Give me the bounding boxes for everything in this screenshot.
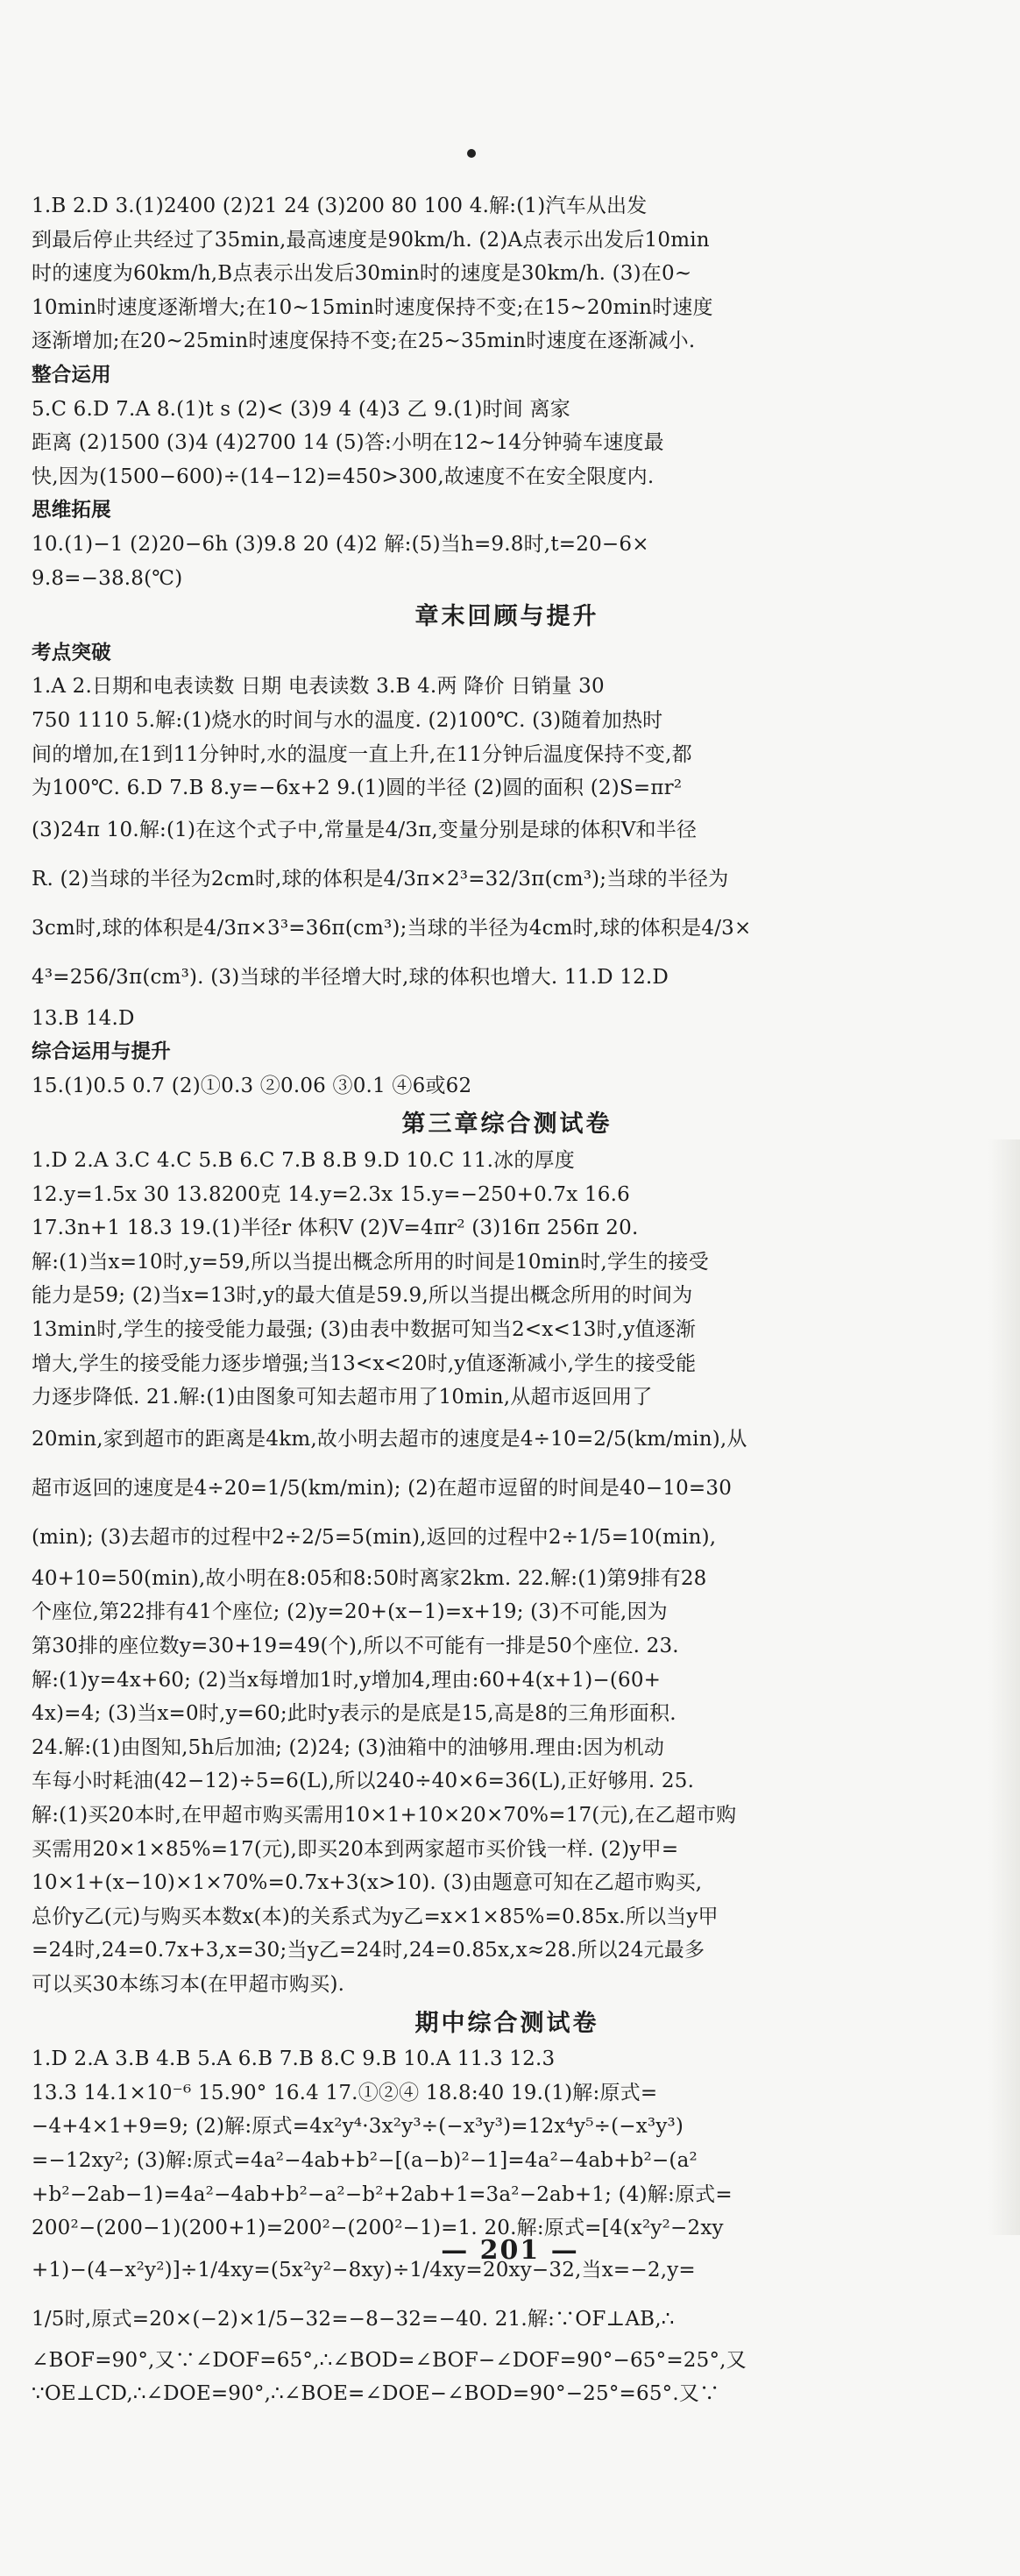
text-line: 10×1+(x−10)×1×70%=0.7x+3(x>10). (3)由题意可知在乙超市购买, — [32, 1871, 703, 1895]
section-title: 第三章综合测试卷 — [401, 1111, 613, 1139]
subheading: 综合运用与提升 — [32, 1040, 171, 1064]
text-line: +b²−2ab−1)=4a²−4ab+b²−a²−b²+2ab+1=3a²−2ab+1; (4)解:原式= — [32, 2182, 733, 2206]
text-line: 13.B 14.D — [32, 1006, 135, 1030]
page-edge-shadow — [988, 1139, 1020, 2235]
text-line: 买需用20×1×85%=17(元),即买20本到两家超市买价钱一样. (2)y甲= — [32, 1837, 679, 1861]
text-line: 增大,学生的接受能力逐步增强;当13<x<20时,y值逐渐减小,学生的接受能 — [32, 1352, 697, 1375]
text-line: 200²−(200−1)(200+1)=200²−(200²−1)=1. 20.解:原式=[4(x²y²−2xy — [32, 2217, 724, 2240]
subheading: 整合运用 — [32, 363, 111, 387]
text-line: 时的速度为60km/h,B点表示出发后30min时的速度是30km/h. (3)在0~ — [32, 262, 692, 286]
text-line: 10.(1)−1 (2)20−6h (3)9.8 20 (4)2 解:(5)当h=9.8时,t=20−6× — [32, 532, 649, 556]
subheading: 思维拓展 — [32, 499, 111, 522]
text-line: 可以买30本练习本(在甲超市购买). — [32, 1972, 345, 1996]
text-line: 1.D 2.A 3.C 4.C 5.B 6.C 7.B 8.B 9.D 10.C 11.冰的厚度 — [32, 1149, 575, 1173]
text-line: 解:(1)买20本时,在甲超市购买需用10×1+10×20×70%=17(元),在乙超市购 — [32, 1803, 737, 1827]
text-line: 能力是59; (2)当x=13时,y的最大值是59.9,所以当提出概念所用的时间为 — [32, 1284, 693, 1308]
text-line: 逐渐增加;在20~25min时速度保持不变;在25~35min时速度在逐渐减小. — [32, 330, 696, 353]
section-title: 章末回顾与提升 — [414, 603, 599, 631]
text-line: 10min时速度逐渐增大;在10~15min时速度保持不变;在15~20min时速度 — [32, 295, 713, 319]
text-line: 为100℃. 6.D 7.B 8.y=−6x+2 9.(1)圆的半径 (2)圆的面积 (2)S=πr² — [32, 777, 683, 800]
text-line: 解:(1)y=4x+60; (2)当x每增加1时,y增加4,理由:60+4(x+1)−(60+ — [32, 1668, 662, 1692]
page-number: — 201 — — [441, 2235, 579, 2266]
text-line: 17.3n+1 18.3 19.(1)半径r 体积V (2)V=4πr² (3)16π 256π 20. — [32, 1217, 639, 1240]
text-line: +1)−(4−x²y²)]÷1/4xy=(5x²y²−8xy)÷1/4xy=20xy−32,当x=−2,y= — [32, 2258, 696, 2281]
answer-text — [32, 189, 982, 2411]
text-line: 20min,家到超市的距离是4km,故小明去超市的速度是4÷10=2/5(km/min),从 — [32, 1427, 747, 1451]
text-line: 到最后停止共经过了35min,最高速度是90km/h. (2)A点表示出发后10min — [32, 228, 710, 252]
text-line: 1.A 2.日期和电表读数 日期 电表读数 3.B 4.两 降价 日销量 30 — [32, 675, 605, 699]
text-line: 1/5时,原式=20×(−2)×1/5−32=−8−32=−40. 21.解:∵OF⊥AB,∴ — [32, 2307, 675, 2331]
text-line: 750 1110 5.解:(1)烧水的时间与水的温度. (2)100℃. (3)随着加热时 — [32, 708, 663, 732]
text-line: =24时,24=0.7x+3,x=30;当y乙=24时,24=0.85x,x≈28.所以24元最多 — [32, 1939, 705, 1962]
text-line: 4x)=4; (3)当x=0时,y=60;此时y表示的是底是15,高是8的三角形面积. — [32, 1702, 676, 1726]
top-dot — [467, 149, 476, 158]
text-line: 13.3 14.1×10⁻⁶ 15.90° 16.4 17.①②④ 18.8:40 19.(1)解:原式= — [32, 2081, 658, 2104]
text-line: 车每小时耗油(42−12)÷5=6(L),所以240÷40×6=36(L),正好够用. 25. — [32, 1770, 695, 1793]
text-line: 13min时,学生的接受能力最强; (3)由表中数据可知当2<x<13时,y值逐渐 — [32, 1318, 697, 1342]
text-line: 24.解:(1)由图知,5h后加油; (2)24; (3)油箱中的油够用.理由:因为机动 — [32, 1735, 665, 1759]
subheading: 考点突破 — [32, 641, 111, 664]
text-line: 4³=256/3π(cm³). (3)当球的半径增大时,球的体积也增大. 11.D 12.D — [32, 965, 669, 989]
text-line: R. (2)当球的半径为2cm时,球的体积是4/3π×2³=32/3π(cm³);当球的半径为 — [32, 867, 729, 891]
text-line: ∵OE⊥CD,∴∠DOE=90°,∴∠BOE=∠DOE−∠BOD=90°−25°=65°.又∵ — [32, 2382, 720, 2406]
text-line: 40+10=50(min),故小明在8:05和8:50时离家2km. 22.解:(1)第9排有28 — [32, 1566, 707, 1590]
section-title: 期中综合测试卷 — [414, 2009, 599, 2037]
text-line: 间的增加,在1到11分钟时,水的温度一直上升,在11分钟后温度保持不变,都 — [32, 742, 692, 766]
text-line: 15.(1)0.5 0.7 (2)①0.3 ②0.06 ③0.1 ④6或62 — [32, 1074, 472, 1097]
text-line: 1.D 2.A 3.B 4.B 5.A 6.B 7.B 8.C 9.B 10.A 11.3 12.3 — [32, 2047, 556, 2071]
text-line: 距离 (2)1500 (3)4 (4)2700 14 (5)答:小明在12~14分钟骑车速度最 — [32, 431, 664, 455]
text-line: 3cm时,球的体积是4/3π×3³=36π(cm³);当球的半径为4cm时,球的体积是4/3× — [32, 916, 752, 940]
text-line: ∠BOF=90°,又∵∠DOF=65°,∴∠BOD=∠BOF−∠DOF=90°−65°=25°,又 — [32, 2348, 747, 2372]
text-line: =−12xy²; (3)解:原式=4a²−4ab+b²−[(a−b)²−1]=4a²−4ab+b²−(a² — [32, 2148, 698, 2172]
text-line: 个座位,第22排有41个座位; (2)y=20+(x−1)=x+19; (3)不可能,因为 — [32, 1600, 668, 1624]
text-line: 5.C 6.D 7.A 8.(1)t s (2)< (3)9 4 (4)3 乙 9.(1)时间 离家 — [32, 397, 570, 421]
text-line: −4+4×1+9=9; (2)解:原式=4x²y⁴·3x²y³÷(−x³y³)=12x⁴y⁵÷(−x³y³) — [32, 2115, 684, 2139]
text-line: 1.B 2.D 3.(1)2400 (2)21 24 (3)200 80 100 4.解:(1)汽车从出发 — [32, 195, 648, 217]
text-line: 超市返回的速度是4÷20=1/5(km/min); (2)在超市逗留的时间是40−10=30 — [32, 1476, 733, 1500]
text-line: 力逐步降低. 21.解:(1)由图象可知去超市用了10min,从超市返回用了 — [32, 1386, 653, 1409]
text-line: 总价y乙(元)与购买本数x(本)的关系式为y乙=x×1×85%=0.85x.所以当y甲 — [32, 1905, 719, 1928]
text-line: 9.8=−38.8(℃) — [32, 566, 183, 590]
text-line: 第30排的座位数y=30+19=49(个),所以不可能有一排是50个座位. 23. — [32, 1635, 679, 1657]
text-line: (min); (3)去超市的过程中2÷2/5=5(min),返回的过程中2÷1/5=10(min), — [32, 1525, 717, 1549]
text-line: (3)24π 10.解:(1)在这个式子中,常量是4/3π,变量分别是球的体积V和半径 — [32, 818, 698, 841]
text-line: 快,因为(1500−600)÷(14−12)=450>300,故速度不在安全限度内. — [32, 465, 655, 488]
text-line: 12.y=1.5x 30 13.8200克 14.y=2.3x 15.y=−250+0.7x 16.6 — [32, 1182, 630, 1206]
text-line: 解:(1)当x=10时,y=59,所以当提出概念所用的时间是10min时,学生的接受 — [32, 1250, 709, 1274]
